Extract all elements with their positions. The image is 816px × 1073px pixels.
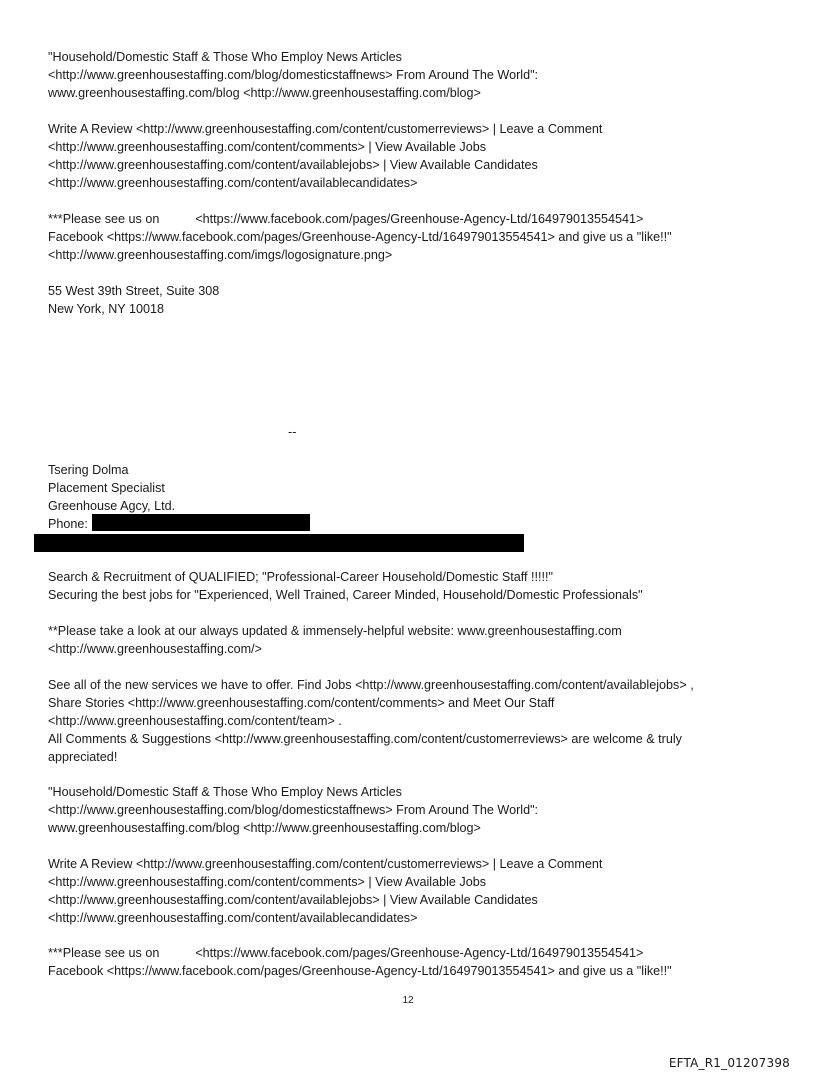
facebook-like-line[interactable]: Facebook <https://www.facebook.com/pages/Greenhouse-Agency-Ltd/164979013554541> and give us a "like!!" bbox=[48, 230, 672, 244]
blog-link-line[interactable]: www.greenhousestaffing.com/blog <http://www.greenhousestaffing.com/blog> bbox=[48, 821, 481, 835]
services-line[interactable]: Share Stories <http://www.greenhousestaffing.com/content/comments> and Meet Our Staff bbox=[48, 696, 555, 710]
facebook-prefix: ***Please see us on bbox=[48, 946, 160, 960]
signature-company: Greenhouse Agcy, Ltd. bbox=[48, 499, 176, 513]
tagline-block bbox=[48, 568, 778, 604]
website-line[interactable]: **Please take a look at our always updated & immensely-helpful website: www.greenhousestaffing.com bbox=[48, 624, 622, 638]
review-link-line[interactable]: Write A Review <http://www.greenhousestaffing.com/content/customerreviews> | Leave a Comment bbox=[48, 857, 603, 871]
signature-title: Placement Specialist bbox=[48, 481, 165, 495]
facebook-link[interactable]: <https://www.facebook.com/pages/Greenhouse-Agency-Ltd/164979013554541> bbox=[195, 212, 644, 226]
comments-link-line[interactable]: <http://www.greenhousestaffing.com/content/comments> | View Available Jobs bbox=[48, 140, 487, 154]
services-block bbox=[48, 676, 778, 766]
news-link-line[interactable]: <http://www.greenhousestaffing.com/blog/domesticstaffnews> From Around The World": bbox=[48, 68, 539, 82]
comments-link-line[interactable]: <http://www.greenhousestaffing.com/content/comments> | View Available Jobs bbox=[48, 875, 487, 889]
signature-separator: -- bbox=[288, 425, 297, 439]
services-line[interactable]: See all of the new services we have to offer. Find Jobs <http://www.greenhousestaffing.com/content/availablejobs> , bbox=[48, 678, 694, 692]
street-address: 55 West 39th Street, Suite 308 bbox=[48, 284, 220, 298]
services-line: appreciated! bbox=[48, 750, 118, 764]
bates-number: EFTA_R1_01207398 bbox=[668, 1056, 790, 1070]
facebook-link[interactable]: <https://www.facebook.com/pages/Greenhouse-Agency-Ltd/164979013554541> bbox=[195, 946, 644, 960]
signature-phone-label: Phone: bbox=[48, 517, 88, 531]
blog-link-line[interactable]: www.greenhousestaffing.com/blog <http://www.greenhousestaffing.com/blog> bbox=[48, 86, 481, 100]
facebook-prefix: ***Please see us on bbox=[48, 212, 160, 226]
news-line: "Household/Domestic Staff & Those Who Employ News Articles bbox=[48, 785, 402, 799]
news-articles-block bbox=[48, 48, 778, 102]
city-address: New York, NY 10018 bbox=[48, 302, 164, 316]
website-block bbox=[48, 622, 778, 658]
review-link-line[interactable]: Write A Review <http://www.greenhousestaffing.com/content/customerreviews> | Leave a Comment bbox=[48, 122, 603, 136]
jobs-link-line[interactable]: <http://www.greenhousestaffing.com/content/availablejobs> | View Available Candidates bbox=[48, 158, 538, 172]
facebook-block bbox=[48, 944, 778, 980]
news-link-line[interactable]: <http://www.greenhousestaffing.com/blog/domesticstaffnews> From Around The World": bbox=[48, 803, 539, 817]
tagline-line: Securing the best jobs for "Experienced, Well Trained, Career Minded, Household/Domestic Professionals" bbox=[48, 588, 643, 602]
redaction-box bbox=[34, 534, 524, 552]
jobs-link-line[interactable]: <http://www.greenhousestaffing.com/content/availablejobs> | View Available Candidates bbox=[48, 893, 538, 907]
address-block bbox=[48, 282, 778, 318]
logo-signature-link[interactable]: <http://www.greenhousestaffing.com/imgs/logosignature.png> bbox=[48, 248, 393, 262]
signature-name: Tsering Dolma bbox=[48, 463, 129, 477]
services-line[interactable]: All Comments & Suggestions <http://www.greenhousestaffing.com/content/customerreviews> are welcome & truly bbox=[48, 732, 682, 746]
page-number: 12 bbox=[402, 995, 414, 1006]
tagline-line: Search & Recruitment of QUALIFIED; "Professional-Career Household/Domestic Staff !!!!!" bbox=[48, 570, 553, 584]
candidates-link-line[interactable]: <http://www.greenhousestaffing.com/content/availablecandidates> bbox=[48, 176, 418, 190]
redaction-box bbox=[92, 514, 310, 531]
news-line: "Household/Domestic Staff & Those Who Employ News Articles bbox=[48, 50, 402, 64]
news-articles-block bbox=[48, 783, 778, 837]
review-links-block bbox=[48, 120, 778, 192]
candidates-link-line[interactable]: <http://www.greenhousestaffing.com/content/availablecandidates> bbox=[48, 911, 418, 925]
review-links-block bbox=[48, 855, 778, 927]
services-line[interactable]: <http://www.greenhousestaffing.com/content/team> . bbox=[48, 714, 342, 728]
facebook-block bbox=[48, 210, 778, 264]
website-link-line[interactable]: <http://www.greenhousestaffing.com/> bbox=[48, 642, 262, 656]
facebook-like-line[interactable]: Facebook <https://www.facebook.com/pages/Greenhouse-Agency-Ltd/164979013554541> and give us a "like!!" bbox=[48, 964, 672, 978]
